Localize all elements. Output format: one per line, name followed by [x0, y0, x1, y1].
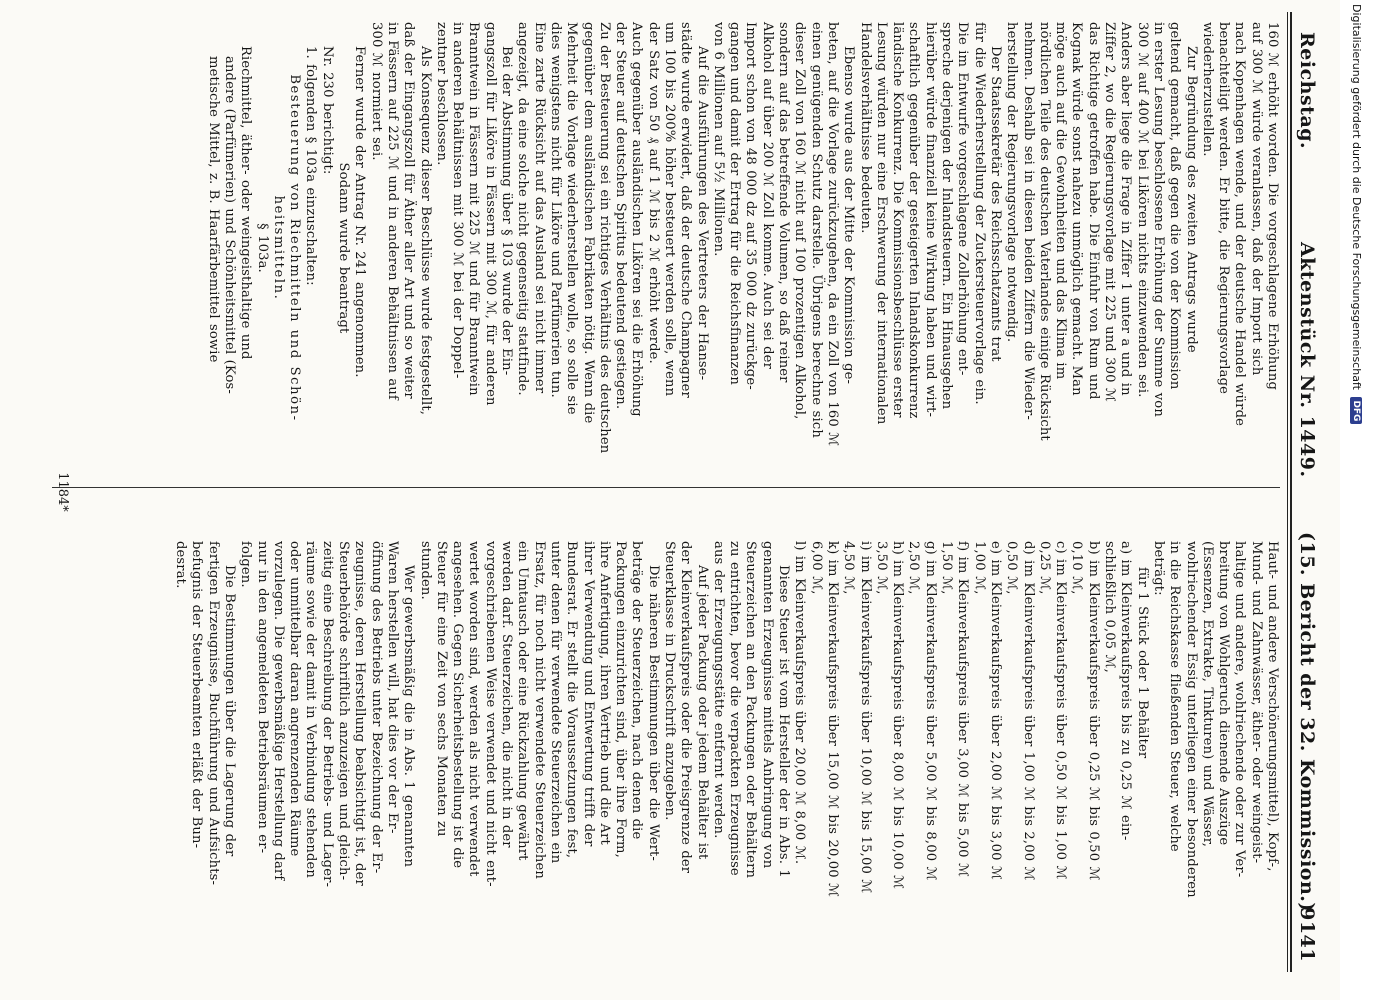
text-line: stunden. — [417, 541, 433, 600]
text-line: Packungen einzurichten sind, über ihre Form, — [613, 541, 629, 858]
text-line: Import schon von 48 000 dz auf 35 000 dz zurückge- — [743, 22, 759, 390]
text-line: von 6 Millionen auf 5½ Millionen. — [710, 22, 726, 257]
text-line: Bei der Abstimmung über § 103 wurde der Ein- — [499, 46, 515, 376]
text-line: Kognak würde sonst nahezu unmöglich gemacht. Man — [1069, 22, 1085, 396]
caption-text: Digitalisierung gefördert durch die Deutsche Forschungsgemeinschaft — [1350, 4, 1363, 390]
text-line: hierüber würde finanziell keine Wirkung haben und wirt- — [922, 22, 938, 418]
list-item: d) im Kleinverkaufspreis über 1,00 ℳ bis 2,00 ℳ — [1020, 541, 1036, 881]
text-line: dieser Zoll von 160 ℳ nicht auf 100 prozentigen Alkohol, — [792, 22, 808, 420]
text-line: öffnung des Betriebs unter Bezeichnung der Er- — [368, 541, 384, 874]
section-number: § 103a. — [254, 223, 270, 273]
text-line: Zur Begründung des zweiten Antrags wurde — [1183, 46, 1199, 353]
text-line: 0,25 ℳ, — [1036, 541, 1052, 595]
text-line: daß der Eingangszoll für Äther aller Art und so weiter — [401, 22, 417, 399]
text-line: Steuer für eine Zeit von sechs Monaten zu — [433, 541, 449, 837]
text-line: 160 ℳ erhöht worden. Die vorgeschlagene Erhöhung — [1265, 22, 1280, 390]
text-line: spreche derjenigen der Inlandsteuern. Ein Hinausgehen — [939, 22, 955, 410]
document-page — [20, 12, 1320, 972]
text-line: beträgt: — [1150, 541, 1166, 596]
text-line: in anderen Behältnissen mit 300 ℳ bei der Doppel- — [450, 22, 466, 379]
text-line: zeitig eine Beschreibung der Betriebs- und Lager- — [319, 541, 335, 888]
text-line: Handelsverhältnisse bedeuten. — [857, 22, 873, 234]
left-column — [204, 22, 1280, 474]
text-line: räume sowie der damit in Verbindung stehenden — [303, 541, 319, 878]
section-heading: heitsmitteln. — [270, 195, 286, 301]
text-line: nur in den angemeldeten Betriebsräumen er- — [254, 541, 270, 854]
text-line: geltend gemacht, daß gegen die von der Kommission — [1167, 22, 1183, 390]
text-line: 0,10 ℳ, — [1069, 541, 1085, 595]
text-line: herstellung der Regierungsvorlage notwendig. — [1004, 22, 1020, 343]
text-line: ihrer Verwendung und Entwertung trifft der — [580, 541, 596, 847]
text-line: Wer gewerbsmäßig die in Abs. 1 genannten — [401, 565, 417, 868]
text-line: breitung von Wohlgeruch dienende Auszüge — [1216, 541, 1232, 846]
text-line: 1,50 ℳ, — [939, 541, 955, 595]
section-heading: Besteuerung von Riechmitteln und Schön- — [287, 74, 303, 422]
text-line: einen genügenden Schutz darstelle. Übrigens berechne sich — [808, 22, 824, 438]
text-line: Waren herstellen will, hat dies vor der Er- — [384, 541, 400, 834]
text-line: schaftlich gegenüber der gesteigerten Inlandskonkurrenz — [906, 22, 922, 419]
text-line: Alkohol auf über 200 ℳ Zoll komme. Auch sei der — [759, 22, 775, 369]
text-line: um 100 bis 200% höher besteuert werden solle, wenn — [662, 22, 678, 397]
text-line: Auch gegenüber ausländischen Likören sei die Erhöhung — [629, 22, 645, 417]
page-number: 9141 — [1296, 907, 1318, 962]
text-line: Eine zarte Rücksicht auf das Ausland sei nicht immer — [531, 22, 547, 394]
text-line: angezeigt, da eine solche nicht gegenseitig stattfinde. — [515, 22, 531, 396]
text-line: folgen. — [238, 541, 254, 588]
list-item: c) im Kleinverkaufspreis über 0,50 ℳ bis 1,00 ℳ — [1053, 541, 1069, 880]
text-line: Auf jeder Packung oder jedem Behälter ist — [694, 565, 710, 860]
header-rule-thin — [1287, 12, 1288, 972]
text-line: aus der Erzeugungsstätte entfernt werden. — [710, 541, 726, 839]
text-line: Ziffer 2, wo die Regierungsvorlage mit 225 und 300 ℳ — [1102, 22, 1118, 403]
text-line: andere (Parfümerien) und Schönheitsmittel (Kos- — [222, 56, 237, 394]
text-line: Steuerklasse in Druckschrift anzugeben. — [662, 541, 678, 821]
text-line: Riechmittel, äther- oder weingeisthaltige und — [238, 46, 254, 360]
text-line: benachteiligt werden. Er bitte, die Regierungsvorlage — [1216, 22, 1232, 395]
header-institution: Reichstag. — [1296, 32, 1318, 150]
text-line: Die Bestimmungen über die Lagerung der — [222, 565, 237, 857]
list-item: a) im Kleinverkaufspreis bis zu 0,25 ℳ ein- — [1118, 541, 1134, 841]
text-line: Die näheren Bestimmungen über die Wert- — [645, 565, 661, 861]
column-divider — [52, 487, 1280, 488]
text-line: das Richtige getroffen habe. Die Einfuhr von Rum und — [1085, 22, 1101, 400]
text-line: Anders aber liege die Frage in Ziffer 1 unter a und in — [1118, 22, 1134, 396]
text-line: 0,50 ℳ, — [1004, 541, 1020, 595]
text-line: wiederherzustellen. — [1199, 22, 1215, 157]
text-line: oder unmittelbar daran angrenzenden Räume — [287, 541, 303, 857]
text-line: nach Kopenhagen wende, und der deutsche Handel würde — [1232, 22, 1248, 427]
text-line: desrat. — [173, 541, 189, 589]
text-line: haltige und andere, wohlriechende oder zur Ver- — [1232, 541, 1248, 878]
text-line: nehmen. Deshalb sei in diesen beiden Ziffern die Wieder- — [1020, 22, 1036, 420]
text-line: Nr. 230 berichtigt: — [319, 46, 335, 175]
text-line: 2,50 ℳ, — [906, 541, 922, 595]
text-line: gegenüber dem ausländischen Fabrikaten nötig. Wenn die — [580, 22, 596, 424]
list-item: f) im Kleinverkaufspreis über 3,00 ℳ bis 5,00 ℳ — [955, 541, 971, 878]
header-document: Aktenstück Nr. 1449. — [1296, 242, 1318, 478]
text-line: befugnis der Steuerbeamten erläßt der Bun- — [189, 541, 205, 849]
text-line: beträge der Steuerzeichen, nach denen die — [629, 541, 645, 840]
text-line: Steuerbehörde schriftlich anzuzeigen und gleich- — [336, 541, 352, 881]
text-line: angesehen. Gegen Sicherheitsbestellung ist die — [450, 541, 466, 869]
text-line: Ferner wurde der Antrag Nr. 241 angenommen. — [352, 46, 368, 378]
text-line: vorzulegen. Die gewerbsmäßige Herstellung darf — [270, 541, 286, 881]
text-line: Lesung würden nur eine Erschwerung der internationalen — [873, 22, 889, 425]
text-line: ein Umtausch oder eine Rückzahlung gewährt — [515, 541, 531, 861]
text-line: werden darf. Steuerzeichen, die nicht in der — [499, 541, 515, 848]
text-line: möge auch auf die Gewohnheiten und das Klima im — [1053, 22, 1069, 380]
text-line: Ersatz, für noch nicht verwendete Steuerzeichen — [531, 541, 547, 879]
text-line: beten, auf die Vorlage zurückzugehen, da ein Zoll von 160 ℳ — [824, 22, 840, 447]
text-line: in Fässern auf 225 ℳ und in anderen Behältnissen auf — [384, 22, 400, 400]
text-line: Bundesrat. Er stellt die Voraussetzungen fest, — [564, 541, 580, 859]
text-line: sondern auf das betreffende Volumen, so daß reiner — [776, 22, 792, 383]
text-line: 6,00 ℳ, — [808, 541, 824, 595]
tax-rate-list — [791, 507, 1133, 959]
header-report: (15. Bericht der 32. Kommission.) — [1296, 532, 1318, 912]
text-line: 300 ℳ normiert sei. — [368, 22, 384, 161]
text-line: zu entrichten, bevor die verpackten Erzeugnisse — [727, 541, 743, 876]
text-line: Mund- und Zahnwässer, äther- oder weingeist- — [1248, 541, 1264, 864]
text-line: Auf die Ausführungen des Vertreters der Hanse- — [694, 46, 710, 381]
text-line: auf 300 ℳ würde veranlassen, daß der Import sich — [1248, 22, 1264, 376]
text-line: schließlich 0,05 ℳ, — [1102, 541, 1118, 673]
text-line: Diese Steuer ist vom Hersteller der in Abs. 1 — [776, 565, 792, 878]
list-item: i) im Kleinverkaufspreis über 10,00 ℳ bis 15,00 ℳ — [857, 541, 873, 894]
text-line: genannten Erzeugnisse mittels Anbringung von — [759, 541, 775, 869]
text-line: Sodann wurde beantragt — [336, 162, 352, 334]
list-item: k) im Kleinverkaufspreis über 15,00 ℳ bis 20,00 ℳ — [824, 541, 840, 898]
text-line: Ebenso wurde aus der Mitte der Kommission ge- — [841, 46, 857, 385]
text-line: Die im Entwurfe vorgeschlagene Zollerhöhung ent- — [955, 22, 971, 376]
digitization-caption — [1343, 4, 1363, 996]
text-line: in die Reichskasse fließenden Steuer, welche — [1167, 541, 1183, 852]
text-line: gangen und damit der Ertrag für die Reichsfinanzen — [727, 22, 743, 385]
text-line: vorgeschriebenen Weise verwendet und nicht ent- — [482, 541, 498, 887]
list-item: h) im Kleinverkaufspreis über 8,00 ℳ bis 10,00 ℳ — [890, 541, 906, 890]
text-line: wohlriechender Essig unterliegen einer besonderen — [1183, 541, 1199, 898]
text-line: Als Konsequenz dieser Beschlüsse wurde festgestellt, — [417, 46, 433, 416]
text-line: zentner beschlossen. — [433, 22, 449, 166]
text-line: nördlichen Teile des deutschen Vaterlandes einige Rücksicht — [1036, 22, 1052, 441]
text-line: gangszoll für Liköre in Fässern mit 300 ℳ, für anderen — [482, 22, 498, 406]
text-line: Zu der Besteuerung sei ein richtiges Verhältnis des deutschen — [596, 22, 612, 454]
running-header — [1294, 12, 1318, 972]
dfg-logo: DFG — [1350, 397, 1362, 424]
text-line: städte wurde erwidert, daß der deutsche Champagner — [678, 22, 694, 398]
right-column — [172, 507, 1280, 959]
list-item: l) im Kleinverkaufspreis über 20,00 ℳ 8,00 ℳ. — [792, 541, 808, 865]
text-line: Steuerzeichen an den Packungen oder Behältern — [743, 541, 759, 879]
text-line: der Kleinverkaufspreis oder die Preisgrenze der — [678, 541, 694, 874]
text-line: für die Wiederherstellung der Zuckersteuervorlage ein. — [971, 22, 987, 405]
text-line: 300 ℳ auf 400 ℳ bei Likören nichts einzuwenden sei. — [1134, 22, 1150, 398]
text-line: ländische Konkurrenz. Die Kommissionsbeschlüsse erster — [890, 22, 906, 418]
text-line: 3,50 ℳ, — [873, 541, 889, 595]
list-item: b) im Kleinverkaufspreis über 0,25 ℳ bis 0,50 ℳ — [1085, 541, 1101, 881]
text-line: Mehrheit die Vorlage wiederherstellen wolle, so solle sie — [564, 22, 580, 415]
text-line: metische Mittel, z. B. Haarfärbemittel sowie — [205, 56, 221, 363]
text-line: unter denen für verwendete Steuerzeichen ein — [547, 541, 563, 864]
text-line: 1,00 ℳ, — [971, 541, 987, 595]
text-line: (Essenzen, Extrakte, Tinkturen) und Wässer, — [1199, 541, 1215, 848]
text-line: fertigen Erzeugnisse, Buchführung und Aufsichts- — [205, 541, 221, 886]
text-line: Haut- und andere Verschönerungsmittel), Kopf-, — [1265, 541, 1280, 872]
text-line: zeugnisse, deren Herstellung beabsichtigt ist, der — [352, 541, 368, 886]
text-line: ihre Anfertigung, ihren Vertrieb und die Art — [596, 541, 612, 845]
text-line: für 1 Stück oder 1 Behälter — [1134, 567, 1150, 759]
text-line: wertet worden sind, werden als nicht verwendet — [466, 541, 482, 877]
list-item: g) im Kleinverkaufspreis über 5,00 ℳ bis 8,00 ℳ — [922, 541, 938, 881]
text-line: 1. folgenden § 103a einzuschalten: — [303, 46, 319, 286]
text-line: der Satz von 50 ₰ auf 1 ℳ bis 2 ℳ erhöht werde. — [645, 22, 661, 364]
text-line: Der Staatssekretär des Reichsschatzamts trat — [987, 46, 1003, 362]
list-item: e) im Kleinverkaufspreis über 2,00 ℳ bis 3,00 ℳ — [987, 541, 1003, 881]
text-line: 4,50 ℳ, — [841, 541, 857, 595]
text-line: der Steuer auf deutschen Spiritus bedeutend gestiegen. — [613, 22, 629, 410]
text-line: Branntwein in Fässern mit 225 ℳ und für Branntwein — [466, 22, 482, 396]
sheet-number: 1184* — [55, 472, 70, 512]
text-line: dies wenigstens nicht für Liköre und Parfümerien tun. — [547, 22, 563, 398]
header-rule — [1290, 12, 1292, 972]
text-line: in erster Lesung beschlossene Erhöhung der Summe von — [1150, 22, 1166, 417]
